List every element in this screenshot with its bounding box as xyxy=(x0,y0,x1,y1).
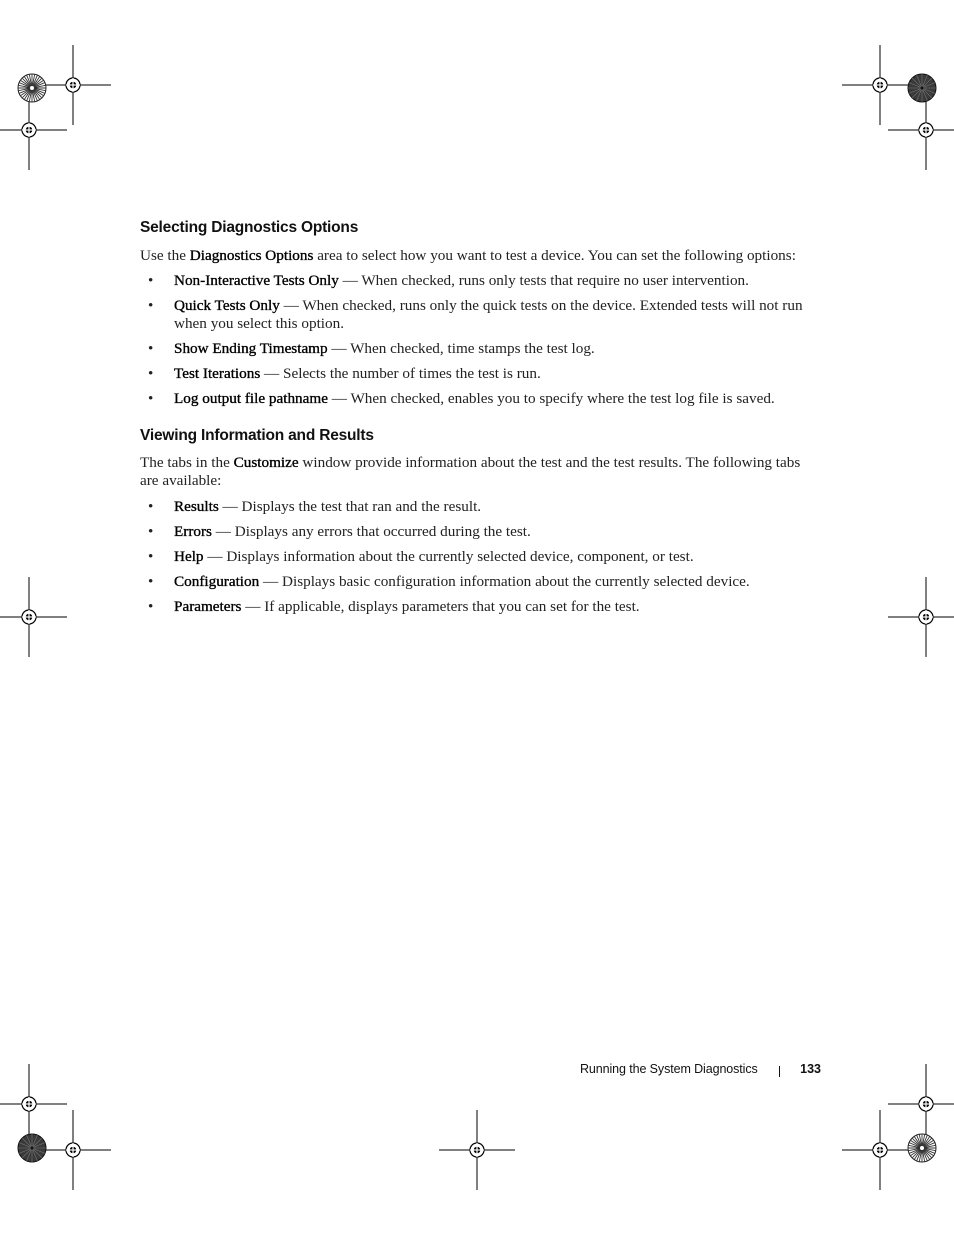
section-intro-paragraph xyxy=(140,247,820,265)
item-term: Non-Interactive Tests Only xyxy=(174,272,339,289)
bullet-icon: • xyxy=(148,365,154,382)
starburst-target-icon xyxy=(18,1134,46,1162)
item-term: Log output file pathname xyxy=(174,390,328,407)
crosshair-registration-icon xyxy=(35,45,111,125)
list-item xyxy=(140,598,820,616)
item-term: Errors xyxy=(174,523,212,540)
item-text: — Displays basic configuration information about the currently selected device. xyxy=(259,573,750,590)
list-item xyxy=(140,340,820,358)
footer-divider xyxy=(779,1066,780,1077)
crosshair-registration-icon xyxy=(0,577,67,657)
item-text: — Selects the number of times the test is run. xyxy=(260,365,541,382)
item-text: — When checked, enables you to specify where the test log file is saved. xyxy=(327,390,775,407)
starburst-target-icon xyxy=(18,74,46,102)
crosshair-registration-icon xyxy=(842,45,918,125)
intro-text: window provide information about the test and the test results. The following tabs are available: xyxy=(140,454,801,489)
list-item xyxy=(140,365,820,383)
intro-term: Customize xyxy=(233,454,299,471)
section-heading-viewing-results: Viewing Information and Results xyxy=(140,427,374,444)
item-text: — When checked, runs only tests that require no user intervention. xyxy=(338,272,749,289)
list-item xyxy=(140,523,820,541)
item-term: Show Ending Timestamp xyxy=(174,340,328,357)
bullet-icon: • xyxy=(148,390,154,407)
page-number: 133 xyxy=(800,1062,821,1076)
bullet-icon: • xyxy=(148,523,154,540)
list-item xyxy=(140,548,820,566)
bullet-icon: • xyxy=(148,297,154,314)
item-term: Configuration xyxy=(174,573,260,590)
crosshair-registration-icon xyxy=(888,577,954,657)
starburst-target-icon xyxy=(908,74,936,102)
bullet-icon: • xyxy=(148,573,154,590)
page-footer xyxy=(580,1062,821,1082)
list-item xyxy=(140,297,820,333)
item-term: Quick Tests Only xyxy=(174,297,280,314)
bullet-icon: • xyxy=(148,340,154,357)
list-item xyxy=(140,498,820,516)
intro-text: area to select how you want to test a device. You can set the following options: xyxy=(313,247,796,264)
item-text: — If applicable, displays parameters that you can set for the test. xyxy=(241,598,640,615)
list-item xyxy=(140,390,820,408)
item-term: Parameters xyxy=(174,598,242,615)
crosshair-registration-icon xyxy=(888,1064,954,1144)
item-term: Test Iterations xyxy=(174,365,261,382)
item-text: — Displays the test that ran and the result. xyxy=(218,498,482,515)
item-text: — When checked, runs only the quick tests on the device. Extended tests will not run when you select this option. xyxy=(174,297,803,332)
list-item xyxy=(140,272,820,290)
crosshair-registration-icon xyxy=(842,1110,918,1190)
section-intro-paragraph xyxy=(140,454,820,490)
list-item xyxy=(140,573,820,591)
item-term: Help xyxy=(174,548,204,565)
intro-text: The tabs in the xyxy=(140,454,234,471)
bullet-icon: • xyxy=(148,272,154,289)
crosshair-registration-icon xyxy=(439,1110,515,1190)
bullet-icon: • xyxy=(148,498,154,515)
item-text: — Displays information about the currently selected device, component, or test. xyxy=(203,548,694,565)
item-text: — When checked, time stamps the test log. xyxy=(327,340,595,357)
bullet-icon: • xyxy=(148,548,154,565)
footer-chapter-title: Running the System Diagnostics xyxy=(580,1062,758,1076)
section-heading-diagnostics-options: Selecting Diagnostics Options xyxy=(140,219,359,236)
item-term: Results xyxy=(174,498,219,515)
intro-term: Diagnostics Options xyxy=(189,247,314,264)
bullet-icon: • xyxy=(148,598,154,615)
starburst-target-icon xyxy=(908,1134,936,1162)
crosshair-registration-icon xyxy=(0,1064,67,1144)
intro-text: Use the xyxy=(140,247,190,264)
item-text: — Displays any errors that occurred during the test. xyxy=(211,523,531,540)
crosshair-registration-icon xyxy=(35,1110,111,1190)
